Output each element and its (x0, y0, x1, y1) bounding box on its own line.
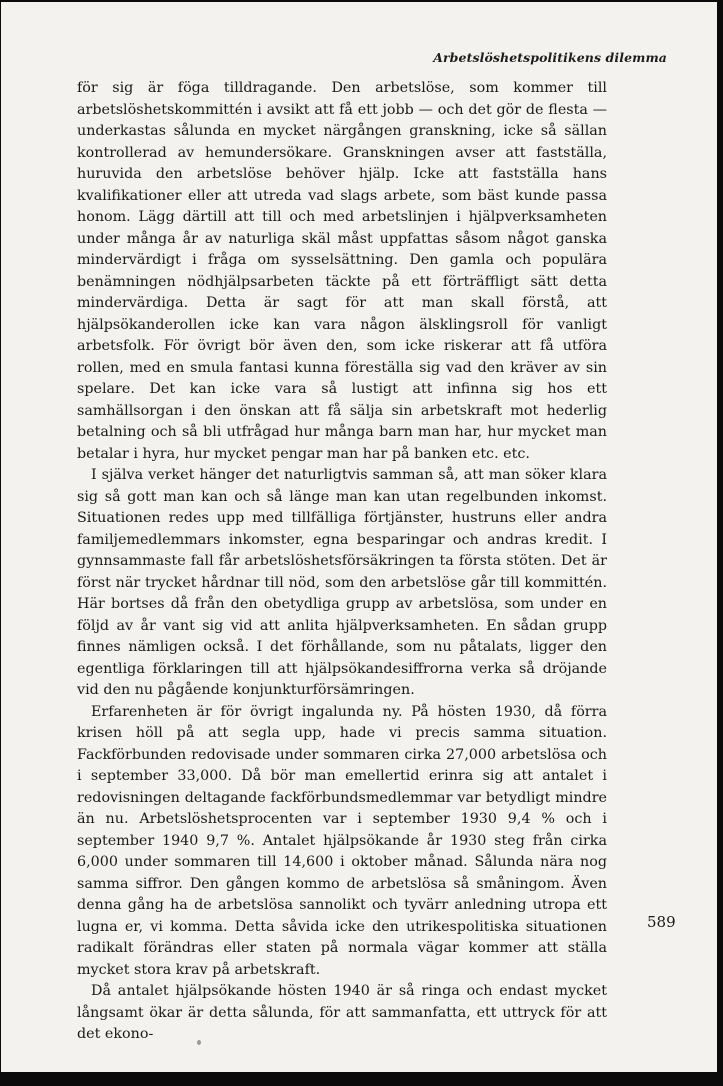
page-number: 589 (647, 913, 676, 931)
paragraph: för sig är föga tilldragande. Den arbetslöse, som kommer till arbetslöshetskommittén i avsikt att få ett jobb — och det gör de flesta — underkastas sålunda en mycket närgången granskning, icke så sällan kontrollerad av hemundersökare. Granskningen avser att fastställa, huruvida den arbetslöse behöver hjälp. Icke att fastställa hans kvalifikationer eller att utreda vad slags arbete, som bäst kunde passa honom. Lägg därtill att till och med arbetslinjen i hjälpverksamheten under många år av naturliga skäl måst uppfattas såsom något ganska mindervärdigt i fråga om sysselsättning. Den gamla och populära benämningen nödhjälpsarbeten täckte på ett förträffligt sätt detta mindervärdiga. Detta är sagt för att man skall förstå, att hjälpsökanderollen icke kan vara någon älsklingsroll för vanligt arbetsfolk. För övrigt bör även den, som icke riskerar att få utföra rollen, med en smula fantasi kunna föreställa sig vad den kräver av sin spelare. Det kan icke vara så lustigt att infinna sig hos ett samhällsorgan i den önskan att få sälja sin arbetskraft mot hederlig betalning och så bli utfrågad hur många barn man har, hur mycket man betalar i hyra, hur mycket pengar man har på banken etc. etc. (77, 80, 607, 462)
paragraph: Erfarenheten är för övrigt ingalunda ny. På hösten 1930, då förra krisen höll på att segla upp, hade vi precis samma situation. Fackförbunden redovisade under sommaren cirka 27,000 arbetslösa och i september 33,000. Då bör man emellertid erinra sig att antalet i redovisningen deltagande fackförbundsmedlemmar var betydligt mindre än nu. Arbetslöshetsprocenten var i september 1930 9,4 % och i september 1940 9,7 %. Antalet hjälpsökande år 1930 steg från cirka 6,000 under sommaren till 14,600 i oktober månad. Sålunda nära nog samma siffror. Den gången kommo de arbetslösa så småningom. Även denna gång ha de arbetslösa sannolikt och tyvärr anledning utropa ett lugna er, vi komma. Detta såvida icke den utrikespolitiska situationen radikalt förändras eller staten på normala vägar kommer att ställa mycket stora krav på arbetskraft. (77, 703, 607, 978)
ink-speck (197, 1040, 201, 1045)
paragraph: Då antalet hjälpsökande hösten 1940 är så ringa och endast mycket långsamt ökar är detta sålunda, för att sammanfatta, ett uttryck för att det ekono- (77, 983, 607, 1042)
body-text (77, 78, 607, 1046)
running-head: Arbetslöshetspolitikens dilemma (433, 50, 667, 65)
paragraph: I själva verket hänger det naturligtvis samman så, att man söker klara sig så gott man kan och så länge man kan utan regelbunden inkomst. Situationen redes upp med tillfälliga förtjänster, hustruns eller andra familjemedlemmars inkomster, egna besparingar och andras kredit. I gynnsammaste fall får arbetslöshetsförsäkringen ta första stöten. Det är först när trycket hårdnar till nöd, som den arbetslöse går till kommittén. Här bortses då från den obetydliga grupp av arbetslösa, som under en följd av år vant sig vid att anlita hjälpverksamheten. En sådan grupp finnes nämligen också. I det förhållande, som nu påtalats, ligger den egentliga förklaringen till att hjälpsökandesiffrorna verka så dröjande vid den nu pågående konjunkturförsämringen. (77, 467, 607, 698)
document-page (1, 2, 717, 1072)
